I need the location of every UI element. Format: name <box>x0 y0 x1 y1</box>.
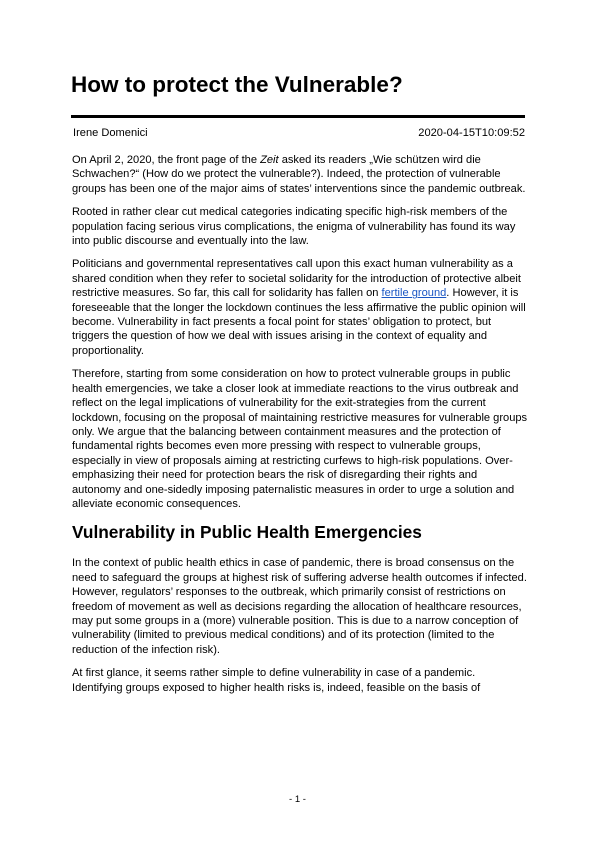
zeit-italic: Zeit <box>260 154 279 166</box>
paragraph-1-text-a: On April 2, 2020, the front page of the <box>72 154 261 166</box>
title-divider <box>71 115 525 118</box>
paragraph-3 <box>72 257 528 358</box>
paragraph-4: Therefore, starting from some consideration on how to protect vulnerable groups in public health emergencies, we take a closer look at immediate reactions to the virus outbreak and reflect on the legal implications of vulnerability for the exit-strategies from the current lockdown, focusing on the proposal of maintaining restrictive measures for vulnerable groups only. We argue that the balancing between containment measures and the protection of fundamental rights becomes even more pressing with respect to vulnerable groups, especially in view of proposals aiming at restricting curfews to high-risk populations. Over-emphasizing their need for protection bears the risk of disregarding their rights and autonomy and one-sidedly imposing paternalistic measures in order to urge a solution and alleviate economic consequences. <box>72 368 528 510</box>
page-number: - 1 - <box>289 794 306 805</box>
paragraph-3-text-b: . However, it is foreseeable that the longer the lockdown continues the less affirmative the public opinion will become. Vulnerability in fact presents a focal point for states’ obligation to protect, but triggers the question of how we deal with issues arising in the context of equality and proportionality. <box>72 287 526 357</box>
fertile-ground-link[interactable]: fertile ground <box>381 287 447 300</box>
section-heading: Vulnerability in Public Health Emergencies <box>72 522 422 543</box>
paragraph-2: Rooted in rather clear cut medical categories indicating specific high-risk members of the population facing serious virus complications, the enigma of vulnerability has found its way into public discourse and eventually into the law. <box>72 206 516 248</box>
document-title: How to protect the Vulnerable? <box>71 72 403 97</box>
author-name: Irene Domenici <box>73 127 148 139</box>
paragraph-1 <box>72 153 528 196</box>
article-body <box>72 153 528 704</box>
paragraph-5: In the context of public health ethics in case of pandemic, there is broad consensus on the need to safeguard the groups at highest risk of suffering adverse health outcomes if infected. However, regulators’ responses to the outbreak, which primarily consist of restrictions on freedom of movement as well as decisions regarding the allocation of healthcare resources, may put some groups in a (more) vulnerable position. This is due to a narrow conception of vulnerability (limited to previous medical conditions) and of its protection (limited to the reduction of the infection risk). <box>72 557 527 656</box>
paragraph-3-text-a: Politicians and governmental representatives call upon this exact human vulnerability as a shared condition when they refer to societal solidarity for the introduction of protective albeit restrictive measures. So far, this call for solidarity has fallen on <box>72 258 521 300</box>
publication-date: 2020-04-15T10:09:52 <box>418 127 525 139</box>
paragraph-1-text-b: asked its readers „Wie schützen wird die Schwachen?“ (How do we protect the vulnerable?). Indeed, the protection of vulnerable groups has been one of the major aims of states’ interventions since the pandemic outbreak. <box>72 154 526 195</box>
paragraph-6: At first glance, it seems rather simple to define vulnerability in case of a pandemic. Identifying groups exposed to higher health risks is, indeed, feasible on the basis of <box>72 667 481 694</box>
document-meta <box>73 125 525 141</box>
